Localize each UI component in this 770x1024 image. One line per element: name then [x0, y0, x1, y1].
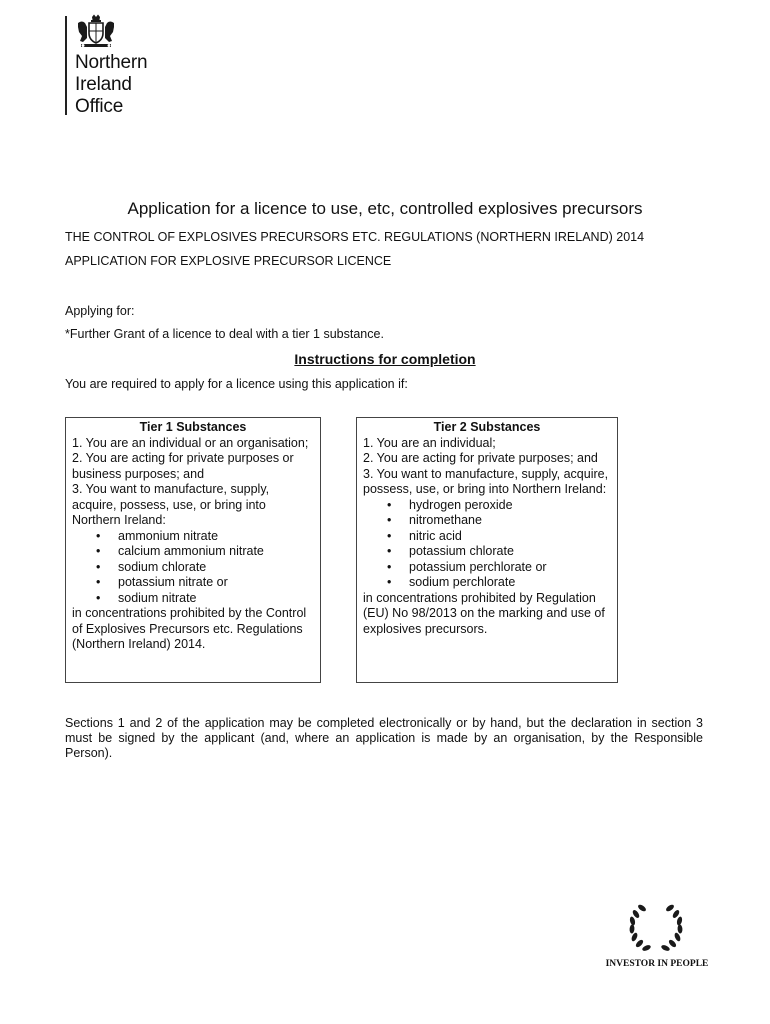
applying-for-value: *Further Grant of a licence to deal with a tier 1 substance. — [65, 327, 384, 341]
regulations-title: THE CONTROL OF EXPLOSIVES PRECURSORS ETC. REGULATIONS (NORTHERN IRELAND) 2014 — [65, 230, 645, 244]
substance-item: • ammonium nitrate — [72, 529, 314, 545]
tier2-footer: in concentrations prohibited by Regulation (EU) No 98/2013 on the marking and use of explosives precursors. — [363, 590, 605, 636]
logo-line: Northern — [75, 52, 148, 73]
tier2-box — [356, 417, 618, 683]
document-title: Application for a licence to use, etc, controlled explosives precursors — [127, 199, 643, 218]
investor-in-people-logo — [598, 898, 716, 973]
logo-text — [75, 52, 147, 118]
tier2-substance-list — [363, 498, 611, 591]
northern-ireland-office-logo — [65, 14, 185, 118]
tier2-condition: 1. You are an individual; — [363, 435, 496, 450]
substance-item: • calcium ammonium nitrate — [72, 544, 314, 560]
applying-for-label: Applying for: — [65, 304, 135, 318]
logo-divider — [65, 16, 67, 115]
tier1-heading: Tier 1 Substances — [139, 420, 247, 434]
royal-crest-icon — [75, 14, 117, 48]
required-text: You are required to apply for a licence using this application if: — [65, 377, 408, 391]
substance-item: • potassium nitrate or — [72, 575, 314, 591]
tier1-substance-list — [72, 529, 314, 607]
investor-in-people-text: INVESTOR IN PEOPLE — [605, 959, 709, 969]
substance-item: • hydrogen peroxide — [363, 498, 611, 514]
application-type: APPLICATION FOR EXPLOSIVE PRECURSOR LICENCE — [65, 254, 392, 268]
tier1-condition: 3. You want to manufacture, supply, acquire, possess, use, or bring into Northern Ireland: — [72, 482, 270, 527]
sections-note: Sections 1 and 2 of the application may be completed electronically or by hand, but the declaration in section 3 must be signed by the applicant (and, where an application is made by an organisation, by the Responsible Person). — [65, 716, 703, 760]
substance-item: • nitromethane — [363, 513, 611, 529]
instructions-heading: Instructions for completion — [294, 351, 476, 367]
tier2-condition: 2. You are acting for private purposes; and — [363, 451, 598, 465]
substance-item: • potassium chlorate — [363, 544, 611, 560]
substance-item: • nitric acid — [363, 529, 611, 545]
tier1-condition: 1. You are an individual or an organisation; — [72, 435, 309, 450]
substance-item: • sodium perchlorate — [363, 575, 611, 591]
logo-line: Office — [75, 96, 124, 117]
tier2-heading: Tier 2 Substances — [433, 420, 541, 434]
laurel-wreath-icon — [626, 900, 686, 952]
tier1-box — [65, 417, 321, 683]
substance-item: • sodium chlorate — [72, 560, 314, 576]
tier1-footer: in concentrations prohibited by the Control of Explosives Precursors etc. Regulations (Northern Ireland) 2014. — [72, 606, 307, 651]
tier2-condition: 3. You want to manufacture, supply, acquire, possess, use, or bring into Northern Ireland: — [363, 466, 609, 496]
logo-line: Ireland — [75, 74, 132, 95]
substance-item: • sodium nitrate — [72, 591, 314, 607]
tier1-condition: 2. You are acting for private purposes or business purposes; and — [72, 451, 294, 481]
substance-item: • potassium perchlorate or — [363, 560, 611, 576]
